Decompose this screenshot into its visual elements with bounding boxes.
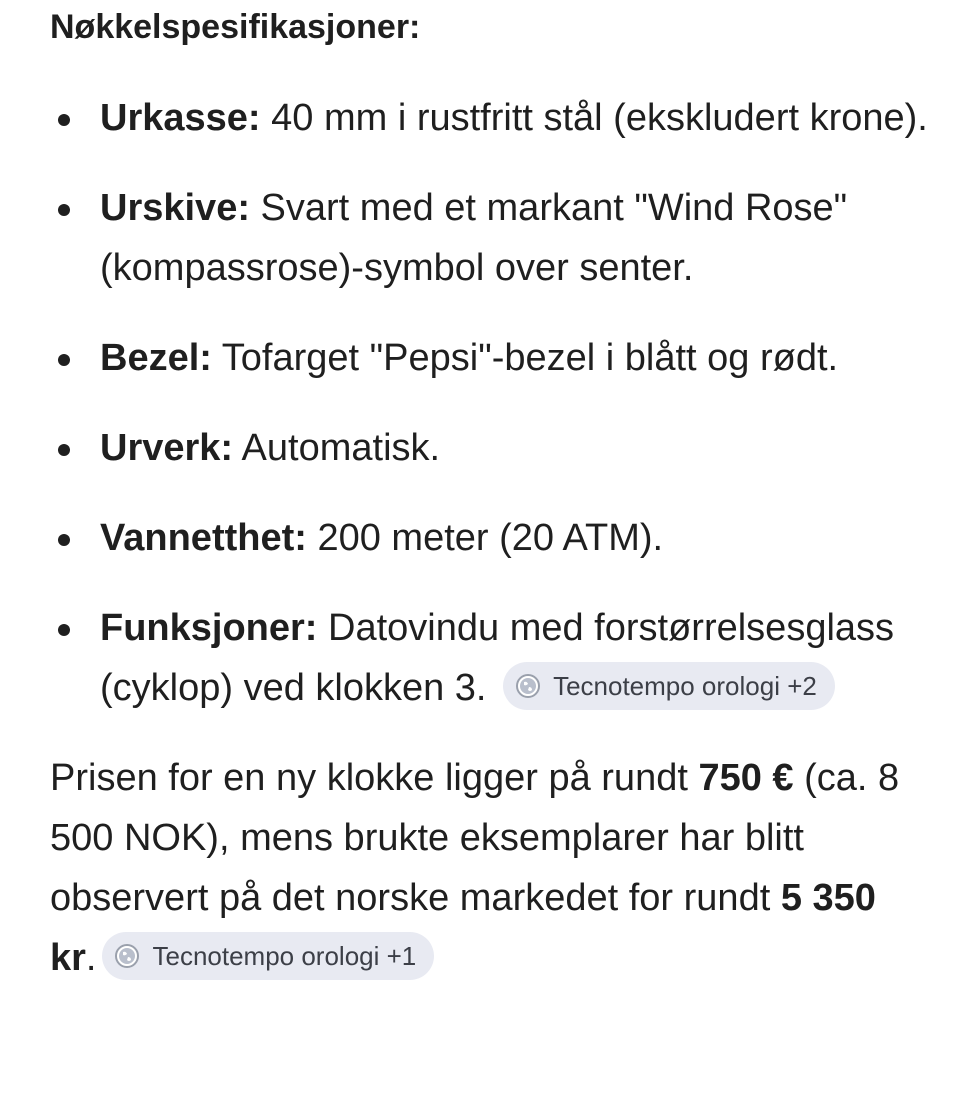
spec-text: 200 meter (20 ATM). bbox=[317, 517, 664, 559]
spec-item-urskive bbox=[50, 178, 930, 298]
price-text-3: . bbox=[85, 937, 97, 979]
spec-item-funksjoner bbox=[50, 598, 930, 718]
bullet-icon bbox=[58, 534, 70, 546]
section-heading: Nøkkelspesifikasjoner: bbox=[50, 8, 421, 46]
spec-list bbox=[50, 88, 930, 718]
spec-item-urverk bbox=[50, 418, 930, 478]
bullet-icon bbox=[58, 624, 70, 636]
spec-label: Urkasse: bbox=[100, 97, 261, 139]
source-chip[interactable] bbox=[102, 932, 434, 980]
globe-icon bbox=[515, 673, 541, 699]
spec-label: Bezel: bbox=[100, 337, 212, 379]
used-price: 5 350 kr bbox=[50, 877, 876, 979]
bullet-icon bbox=[58, 114, 70, 126]
price-text-2: (ca. 8 500 NOK), mens brukte eksemplarer har blitt observert på det norske markedet for rundt bbox=[50, 757, 900, 919]
price-paragraph bbox=[50, 748, 930, 988]
spec-text: 40 mm i rustfritt stål (ekskludert krone). bbox=[271, 97, 928, 139]
globe-icon bbox=[114, 943, 140, 969]
bullet-icon bbox=[58, 354, 70, 366]
spec-text: Svart med et markant "Wind Rose" (kompassrose)-symbol over senter. bbox=[100, 187, 848, 289]
new-price: 750 € bbox=[698, 757, 794, 799]
spec-item-urkasse bbox=[50, 88, 930, 148]
spec-label: Urskive: bbox=[100, 187, 250, 229]
spec-text: Datovindu med forstørrelsesglass (cyklop) ved klokken 3. bbox=[100, 607, 895, 709]
spec-text: Automatisk. bbox=[241, 427, 441, 469]
spec-item-bezel bbox=[50, 328, 930, 388]
spec-label: Vannetthet: bbox=[100, 517, 307, 559]
bullet-icon bbox=[58, 204, 70, 216]
bullet-icon bbox=[58, 444, 70, 456]
source-chip[interactable] bbox=[503, 662, 835, 710]
spec-item-vannetthet bbox=[50, 508, 930, 568]
spec-text: Tofarget "Pepsi"-bezel i blått og rødt. bbox=[221, 337, 839, 379]
source-chip-label: Tecnotempo orologi +1 bbox=[152, 940, 417, 971]
spec-label: Urverk: bbox=[100, 427, 234, 469]
price-text-1: Prisen for en ny klokke ligger på rundt bbox=[50, 757, 688, 799]
response-content bbox=[50, 0, 930, 988]
spec-label: Funksjoner: bbox=[100, 607, 318, 649]
source-chip-label: Tecnotempo orologi +2 bbox=[553, 670, 817, 701]
